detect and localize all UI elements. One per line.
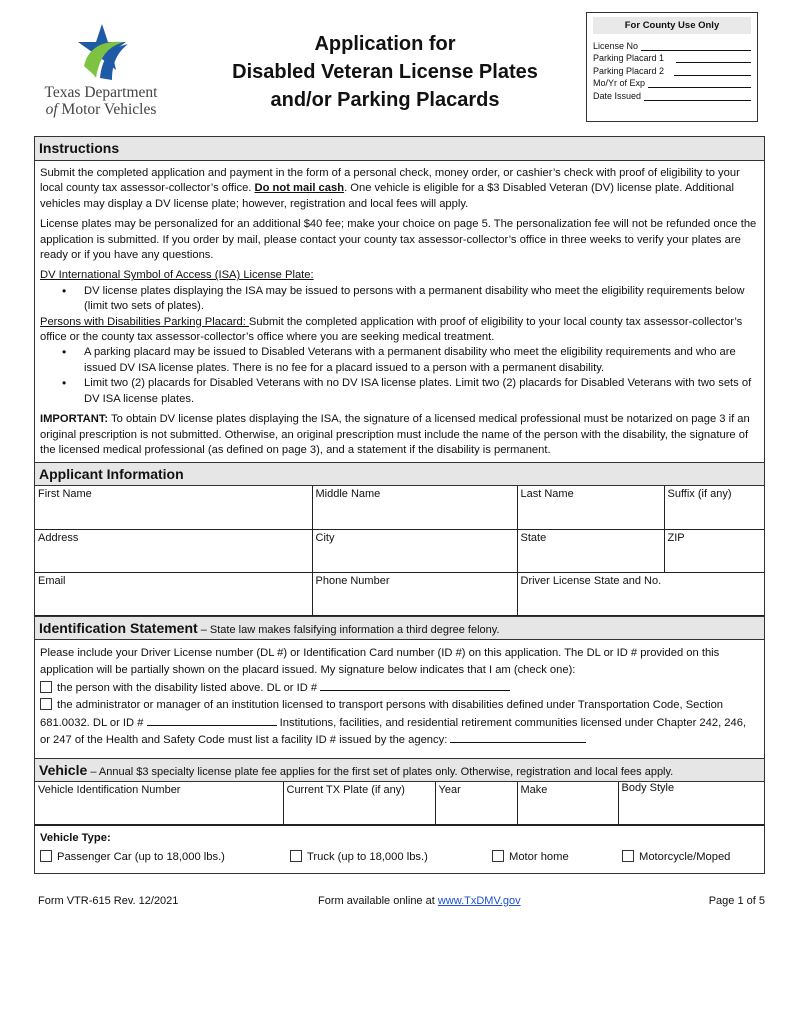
motor-home-option[interactable]: Motor home [492,850,622,863]
instructions-section [35,161,764,462]
city-field[interactable]: City [312,529,517,572]
table-row [35,572,764,615]
phone-field[interactable]: Phone Number [312,572,517,615]
state-field[interactable]: State [517,529,664,572]
email-field[interactable]: Email [35,572,312,615]
parking-placard-2-field[interactable]: Parking Placard 2 [593,63,751,76]
star-swoosh-icon [66,22,136,84]
page-number: Page 1 of 5 [708,895,765,907]
table-row [35,782,764,825]
instructions-paragraph-2: License plates may be personalized for an additional $40 fee; make your choice on page 5. The personalization fee will not be refunded once the application is submitted. If you order by mail, please contact your county tax assessor-collector’s office in three weeks to verify your plates are ready or if you have any questions. [40,218,757,262]
vehicle-heading: Vehicle – Annual $3 specialty license plate fee applies for the first set of plates only. Otherwise, registration and local fees apply. [35,758,764,782]
option-administrator: the administrator or manager of an institution licensed to transport persons with disabilities defined under Transportation Code, Section 681.0032. DL or ID # Institutions, facilities, and residential retirement communities licensed under Chapter 242, 246, or 247 of the Health and Safety Code must list a facility ID # issued by the agency: [40,699,747,747]
date-issued-field[interactable]: Date Issued [593,88,751,101]
vin-field[interactable]: Vehicle Identification Number [35,782,283,825]
dl-id-field-1[interactable] [320,680,510,691]
address-field[interactable]: Address [35,529,312,572]
facility-id-field[interactable] [450,732,586,743]
txdmv-logo [36,22,166,122]
table-row [35,486,764,529]
vehicle-type-label: Vehicle Type: [40,832,111,845]
list-item: • DV license plates displaying the ISA may be issued to persons with a permanent disability who meet the eligibility requirements below (limit two sets of plates). [40,284,759,315]
motor-home-checkbox[interactable] [492,850,504,862]
table-row [35,529,764,572]
list-item: • Limit two (2) placards for Disabled Veterans with no DV ISA license plates. Limit two (2) placards for Disabled Veterans with two sets of DV ISA license plates. [40,376,759,407]
identification-heading: Identification Statement – State law makes falsifying information a third degree felony. [35,616,764,640]
application-form [34,136,765,874]
placard-bullets [40,345,759,407]
form-id: Form VTR-615 Rev. 12/2021 [38,895,179,907]
applicant-info-heading: Applicant Information [35,462,764,486]
last-name-field[interactable]: Last Name [517,486,664,529]
body-style-field[interactable]: Body Style [618,782,764,825]
identification-intro: Please include your Driver License number (DL #) or Identification Card number (ID #) on this application. The DL or ID # provided on this application will be partially shown on the placard issued. My signature below indicates that I am (check one): [40,646,720,677]
list-item: • A parking placard may be issued to Disabled Veterans with a permanent disability who meet the eligibility requirements and who are issued DV ISA license plates. There is no fee for a placard issued to a person with a permanent disability. [40,345,759,376]
county-use-box [586,12,758,122]
year-field[interactable]: Year [435,782,517,825]
important-note: IMPORTANT: To obtain DV license plates displaying the ISA, the signature of a licensed medical professional must be notarized on page 3 if an original prescription is not submitted. Otherwise, an original prescription must include the name of the person with the disability, the signature of the licensed medical professional (as defined on page 3), and a statement if the disability is permanent. [40,413,750,456]
vehicle-type-section [35,825,764,873]
administrator-checkbox[interactable] [40,698,52,710]
county-use-heading: For County Use Only [593,17,751,34]
instructions-heading: Instructions [35,137,764,161]
logo-wordmark: Texas Department of Motor Vehicles [44,84,158,118]
dl-id-field-2[interactable] [147,715,277,726]
passenger-car-option[interactable]: Passenger Car (up to 18,000 lbs.) [40,850,290,863]
identification-section [35,640,764,758]
form-header [0,0,801,135]
instructions-paragraph-1: Submit the completed application and payment in the form of a personal check, money order, or cashier’s check with proof of eligibility to your local county tax assessor-collector’s office. Do not mail cash. One vehicle is eligible for a $3 Disabled Veteran (DV) license plate. Additional vehicles may display a DV license plate; however, registration and local fees will apply. [40,167,740,210]
isa-plate-heading: DV International Symbol of Access (ISA) License Plate: [40,269,314,282]
form-availability: Form available online at www.TxDMV.gov [318,895,521,907]
current-plate-field[interactable]: Current TX Plate (if any) [283,782,435,825]
motorcycle-checkbox[interactable] [622,850,634,862]
parking-placard-1-field[interactable]: Parking Placard 1 [593,51,751,64]
truck-option[interactable]: Truck (up to 18,000 lbs.) [290,850,492,863]
suffix-field[interactable]: Suffix (if any) [664,486,764,529]
isa-bullets [40,284,759,315]
passenger-car-checkbox[interactable] [40,850,52,862]
placard-paragraph: Persons with Disabilities Parking Placard: Submit the completed application with proof of eligibility to your local county tax assessor-collector’s office or the county tax assessor-collector’s office where you are seeking medical treatment. [40,315,743,344]
option-person-with-disability: the person with the disability listed above. DL or ID # [40,680,759,698]
txdmv-link[interactable]: www.TxDMV.gov [437,895,521,907]
vehicle-table [35,782,764,826]
driver-license-field[interactable]: Driver License State and No. [517,572,764,615]
first-name-field[interactable]: First Name [35,486,312,529]
motorcycle-option[interactable]: Motorcycle/Moped [622,850,730,863]
make-field[interactable]: Make [517,782,618,825]
license-no-field[interactable]: License No [593,38,751,51]
exp-date-field[interactable]: Mo/Yr of Exp [593,76,751,89]
middle-name-field[interactable]: Middle Name [312,486,517,529]
page-title: Application for Disabled Veteran License Plates and/or Parking Placards [232,33,538,111]
person-with-disability-checkbox[interactable] [40,681,52,693]
applicant-info-table [35,486,764,616]
truck-checkbox[interactable] [290,850,302,862]
zip-field[interactable]: ZIP [664,529,764,572]
